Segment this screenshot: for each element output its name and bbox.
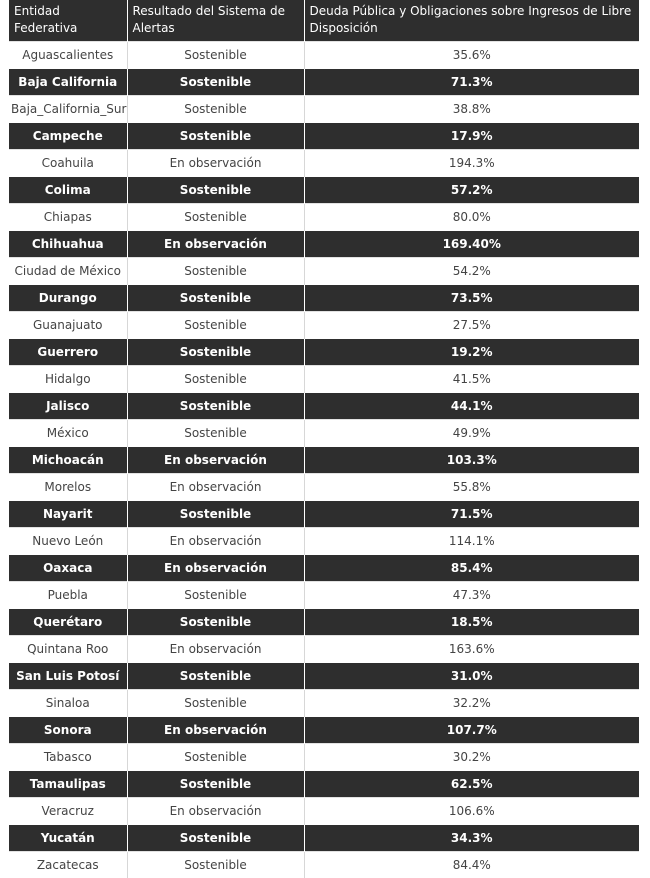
cell-entidad: Baja California — [9, 68, 127, 95]
cell-entidad: Nayarit — [9, 500, 127, 527]
cell-deuda: 55.8% — [304, 473, 639, 500]
cell-deuda: 107.7% — [304, 716, 639, 743]
table-row — [9, 176, 639, 203]
table-row — [9, 95, 639, 122]
cell-resultado: Sostenible — [127, 311, 304, 338]
cell-entidad: Durango — [9, 284, 127, 311]
header-resultado: Resultado del Sistema de Alertas — [127, 0, 304, 41]
table-row — [9, 68, 639, 95]
cell-deuda: 103.3% — [304, 446, 639, 473]
header-deuda: Deuda Pública y Obligaciones sobre Ingresos de Libre Disposición — [304, 0, 639, 41]
cell-resultado: Sostenible — [127, 851, 304, 878]
table-row — [9, 122, 639, 149]
table-row — [9, 635, 639, 662]
header-row — [9, 0, 639, 41]
cell-entidad: Chiapas — [9, 203, 127, 230]
table-row — [9, 311, 639, 338]
table-row — [9, 554, 639, 581]
table-row — [9, 473, 639, 500]
table-row — [9, 662, 639, 689]
cell-deuda: 163.6% — [304, 635, 639, 662]
cell-resultado: En observación — [127, 446, 304, 473]
table-row — [9, 608, 639, 635]
cell-deuda: 62.5% — [304, 770, 639, 797]
table-row — [9, 851, 639, 878]
table-row — [9, 41, 639, 68]
cell-deuda: 49.9% — [304, 419, 639, 446]
table-row — [9, 716, 639, 743]
cell-resultado: En observación — [127, 635, 304, 662]
cell-entidad: Aguascalientes — [9, 41, 127, 68]
cell-deuda: 57.2% — [304, 176, 639, 203]
cell-resultado: Sostenible — [127, 41, 304, 68]
cell-resultado: Sostenible — [127, 338, 304, 365]
debt-table — [9, 0, 639, 878]
cell-entidad: Chihuahua — [9, 230, 127, 257]
cell-resultado: Sostenible — [127, 608, 304, 635]
cell-entidad: Guanajuato — [9, 311, 127, 338]
cell-deuda: 41.5% — [304, 365, 639, 392]
cell-deuda: 18.5% — [304, 608, 639, 635]
cell-entidad: Nuevo León — [9, 527, 127, 554]
cell-entidad: Hidalgo — [9, 365, 127, 392]
table-row — [9, 500, 639, 527]
cell-resultado: En observación — [127, 473, 304, 500]
cell-resultado: Sostenible — [127, 365, 304, 392]
table-row — [9, 581, 639, 608]
cell-resultado: En observación — [127, 716, 304, 743]
table-row — [9, 824, 639, 851]
cell-resultado: Sostenible — [127, 824, 304, 851]
header-entidad: Entidad Federativa — [9, 0, 127, 41]
cell-entidad: Veracruz — [9, 797, 127, 824]
cell-deuda: 80.0% — [304, 203, 639, 230]
cell-entidad: Michoacán — [9, 446, 127, 473]
cell-entidad: Guerrero — [9, 338, 127, 365]
cell-deuda: 31.0% — [304, 662, 639, 689]
table-row — [9, 392, 639, 419]
cell-entidad: Zacatecas — [9, 851, 127, 878]
cell-deuda: 106.6% — [304, 797, 639, 824]
cell-resultado: Sostenible — [127, 68, 304, 95]
cell-entidad: Querétaro — [9, 608, 127, 635]
cell-resultado: Sostenible — [127, 257, 304, 284]
table-row — [9, 797, 639, 824]
cell-deuda: 17.9% — [304, 122, 639, 149]
table-header — [9, 0, 639, 41]
table-row — [9, 689, 639, 716]
cell-resultado: Sostenible — [127, 500, 304, 527]
cell-resultado: Sostenible — [127, 689, 304, 716]
table-row — [9, 770, 639, 797]
cell-resultado: Sostenible — [127, 176, 304, 203]
cell-entidad: Puebla — [9, 581, 127, 608]
cell-entidad: Baja_California_Sur — [9, 95, 127, 122]
cell-deuda: 194.3% — [304, 149, 639, 176]
cell-resultado: Sostenible — [127, 203, 304, 230]
cell-entidad: Tamaulipas — [9, 770, 127, 797]
table-row — [9, 446, 639, 473]
cell-deuda: 34.3% — [304, 824, 639, 851]
table-row — [9, 419, 639, 446]
cell-deuda: 38.8% — [304, 95, 639, 122]
cell-entidad: San Luis Potosí — [9, 662, 127, 689]
table-row — [9, 365, 639, 392]
cell-entidad: Campeche — [9, 122, 127, 149]
cell-deuda: 71.5% — [304, 500, 639, 527]
cell-resultado: Sostenible — [127, 581, 304, 608]
cell-deuda: 32.2% — [304, 689, 639, 716]
cell-entidad: México — [9, 419, 127, 446]
cell-entidad: Oaxaca — [9, 554, 127, 581]
cell-deuda: 114.1% — [304, 527, 639, 554]
cell-deuda: 44.1% — [304, 392, 639, 419]
cell-entidad: Tabasco — [9, 743, 127, 770]
cell-entidad: Yucatán — [9, 824, 127, 851]
cell-deuda: 71.3% — [304, 68, 639, 95]
table-row — [9, 284, 639, 311]
cell-resultado: Sostenible — [127, 662, 304, 689]
cell-resultado: Sostenible — [127, 284, 304, 311]
cell-deuda: 47.3% — [304, 581, 639, 608]
table-row — [9, 149, 639, 176]
cell-entidad: Coahuila — [9, 149, 127, 176]
cell-deuda: 30.2% — [304, 743, 639, 770]
cell-entidad: Quintana Roo — [9, 635, 127, 662]
debt-table-container — [9, 0, 639, 878]
cell-deuda: 169.40% — [304, 230, 639, 257]
table-body — [9, 41, 639, 878]
cell-deuda: 54.2% — [304, 257, 639, 284]
cell-resultado: En observación — [127, 149, 304, 176]
table-row — [9, 230, 639, 257]
cell-entidad: Sinaloa — [9, 689, 127, 716]
cell-resultado: Sostenible — [127, 419, 304, 446]
cell-resultado: En observación — [127, 554, 304, 581]
cell-entidad: Colima — [9, 176, 127, 203]
cell-resultado: En observación — [127, 797, 304, 824]
table-row — [9, 338, 639, 365]
cell-deuda: 35.6% — [304, 41, 639, 68]
cell-resultado: Sostenible — [127, 770, 304, 797]
cell-deuda: 19.2% — [304, 338, 639, 365]
cell-resultado: Sostenible — [127, 743, 304, 770]
cell-entidad: Jalisco — [9, 392, 127, 419]
cell-resultado: Sostenible — [127, 122, 304, 149]
cell-entidad: Ciudad de México — [9, 257, 127, 284]
cell-resultado: En observación — [127, 527, 304, 554]
cell-resultado: Sostenible — [127, 95, 304, 122]
cell-deuda: 85.4% — [304, 554, 639, 581]
cell-deuda: 27.5% — [304, 311, 639, 338]
table-row — [9, 257, 639, 284]
table-row — [9, 527, 639, 554]
cell-entidad: Morelos — [9, 473, 127, 500]
cell-deuda: 73.5% — [304, 284, 639, 311]
table-row — [9, 203, 639, 230]
cell-resultado: En observación — [127, 230, 304, 257]
table-row — [9, 743, 639, 770]
cell-entidad: Sonora — [9, 716, 127, 743]
cell-resultado: Sostenible — [127, 392, 304, 419]
cell-deuda: 84.4% — [304, 851, 639, 878]
